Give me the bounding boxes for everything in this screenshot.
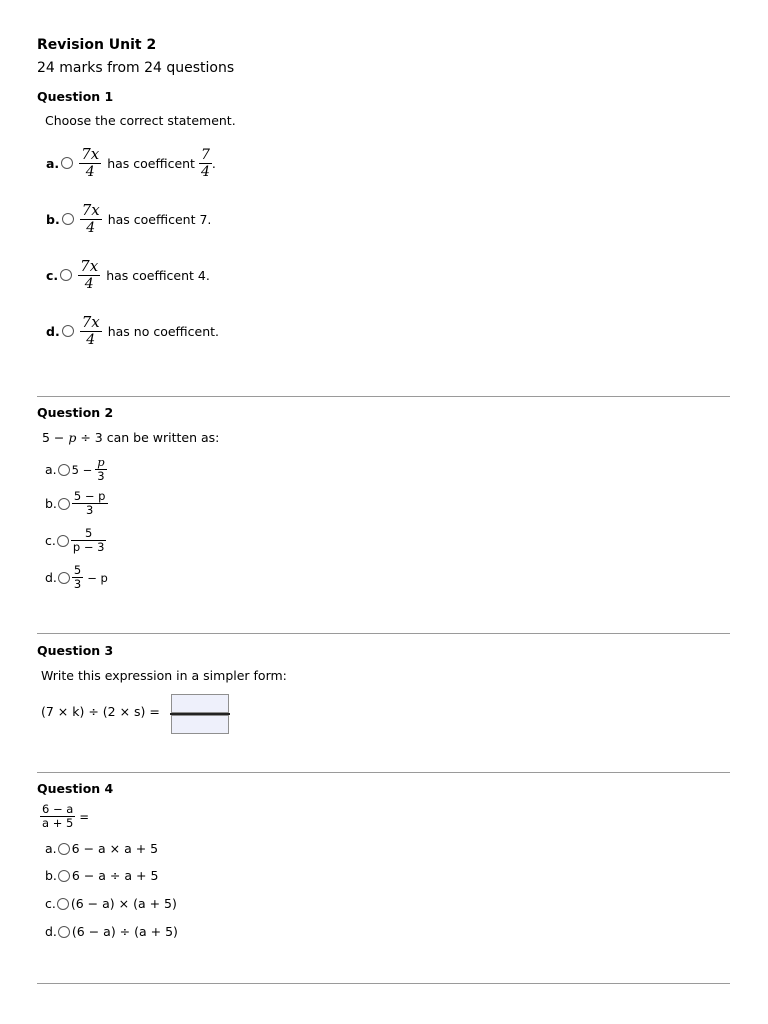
- q1-option-a-radio[interactable]: [61, 157, 73, 169]
- q2-option-a[interactable]: a. 5 − $\frac{p}{3}$: [45, 455, 105, 484]
- q2-option-a-radio[interactable]: [58, 464, 70, 476]
- option-letter: a.: [45, 841, 57, 856]
- q4-option-a[interactable]: a. 6 − a × a + 5: [45, 841, 159, 856]
- option-letter: c.: [45, 533, 56, 549]
- option-letter: a.: [45, 462, 57, 478]
- q1-option-d-radio[interactable]: [62, 325, 74, 337]
- option-letter: c.: [45, 896, 56, 911]
- numerator-input[interactable]: [171, 694, 229, 713]
- fraction: $\frac{p}{3}$: [97, 455, 105, 484]
- fraction: $\frac{7x}{4}$: [81, 201, 100, 237]
- question-1-heading: Question 1: [37, 89, 114, 104]
- question-4-expression: $\frac{6 - a}{a + 5}$ =: [42, 802, 89, 831]
- divider: [37, 633, 730, 634]
- question-1-prompt: Choose the correct statement.: [45, 113, 236, 128]
- page-title: Revision Unit 2: [37, 37, 157, 53]
- q4-option-b[interactable]: b. 6 − a ÷ a + 5: [45, 868, 159, 883]
- page-subtitle: 24 marks from 24 questions: [37, 60, 235, 76]
- q1-option-b-radio[interactable]: [62, 213, 74, 225]
- option-letter: d.: [45, 570, 57, 586]
- q1-option-c[interactable]: c. $\frac{7x}{4}$ has coefficent 4.: [46, 257, 210, 293]
- q2-option-b-radio[interactable]: [58, 498, 70, 510]
- question-2-heading: Question 2: [37, 405, 114, 420]
- option-letter: d.: [45, 924, 57, 939]
- q1-option-d[interactable]: d. $\frac{7x}{4}$ has no coefficent.: [46, 313, 219, 349]
- q4-option-d-radio[interactable]: [58, 926, 70, 938]
- option-letter: b.: [46, 211, 60, 227]
- q2-option-c-radio[interactable]: [57, 535, 69, 547]
- fraction: $\frac{7x}{4}$: [81, 313, 100, 349]
- q1-option-c-radio[interactable]: [60, 269, 72, 281]
- fraction: $\frac{5 - p}{3}$: [73, 489, 106, 518]
- question-3-expression: (7 × k) ÷ (2 × s) =: [41, 704, 160, 719]
- q4-option-c[interactable]: c. (6 − a) × (a + 5): [45, 896, 177, 911]
- fraction: $\frac{5}{3}$: [73, 563, 82, 592]
- q4-option-d[interactable]: d. (6 − a) ÷ (a + 5): [45, 924, 178, 939]
- option-letter: b.: [45, 496, 57, 512]
- fraction: $\frac{6 - a}{a + 5}$: [42, 802, 74, 831]
- q1-option-b[interactable]: b. $\frac{7x}{4}$ has coefficent 7.: [46, 201, 212, 237]
- q2-option-d-radio[interactable]: [58, 572, 70, 584]
- divider: [37, 396, 730, 397]
- divider: [37, 983, 730, 984]
- q2-option-b[interactable]: [45, 490, 108, 517]
- q2-option-c[interactable]: [45, 527, 106, 554]
- question-3-heading: Question 3: [37, 643, 114, 658]
- q1-option-a[interactable]: a. $\frac{7x}{4}$ has coefficent $\frac{7}{4}$ .: [46, 145, 216, 181]
- option-letter: a.: [46, 155, 60, 171]
- q4-option-a-radio[interactable]: [58, 843, 70, 855]
- coefficient-fraction: $\frac{7}{4}$: [200, 146, 210, 180]
- q4-option-b-radio[interactable]: [58, 870, 70, 882]
- question-4-heading: Question 4: [37, 781, 114, 796]
- fraction-answer: [170, 694, 230, 734]
- fraction: $\frac{5}{p - 3}$: [72, 526, 105, 555]
- fraction: $\frac{7x}{4}$: [80, 257, 99, 293]
- q4-option-c-radio[interactable]: [57, 898, 69, 910]
- question-3-prompt: Write this expression in a simpler form:: [41, 668, 287, 683]
- option-letter: c.: [46, 267, 59, 283]
- option-letter: d.: [46, 323, 60, 339]
- divider: [37, 772, 730, 773]
- option-letter: b.: [45, 868, 57, 883]
- denominator-input[interactable]: [171, 715, 229, 734]
- q2-option-d[interactable]: d. $\frac{5}{3}$ − p: [45, 563, 108, 592]
- fraction: $\frac{7x}{4}$: [81, 145, 100, 181]
- question-2-prompt: 5 − p ÷ 3 can be written as:: [42, 430, 220, 445]
